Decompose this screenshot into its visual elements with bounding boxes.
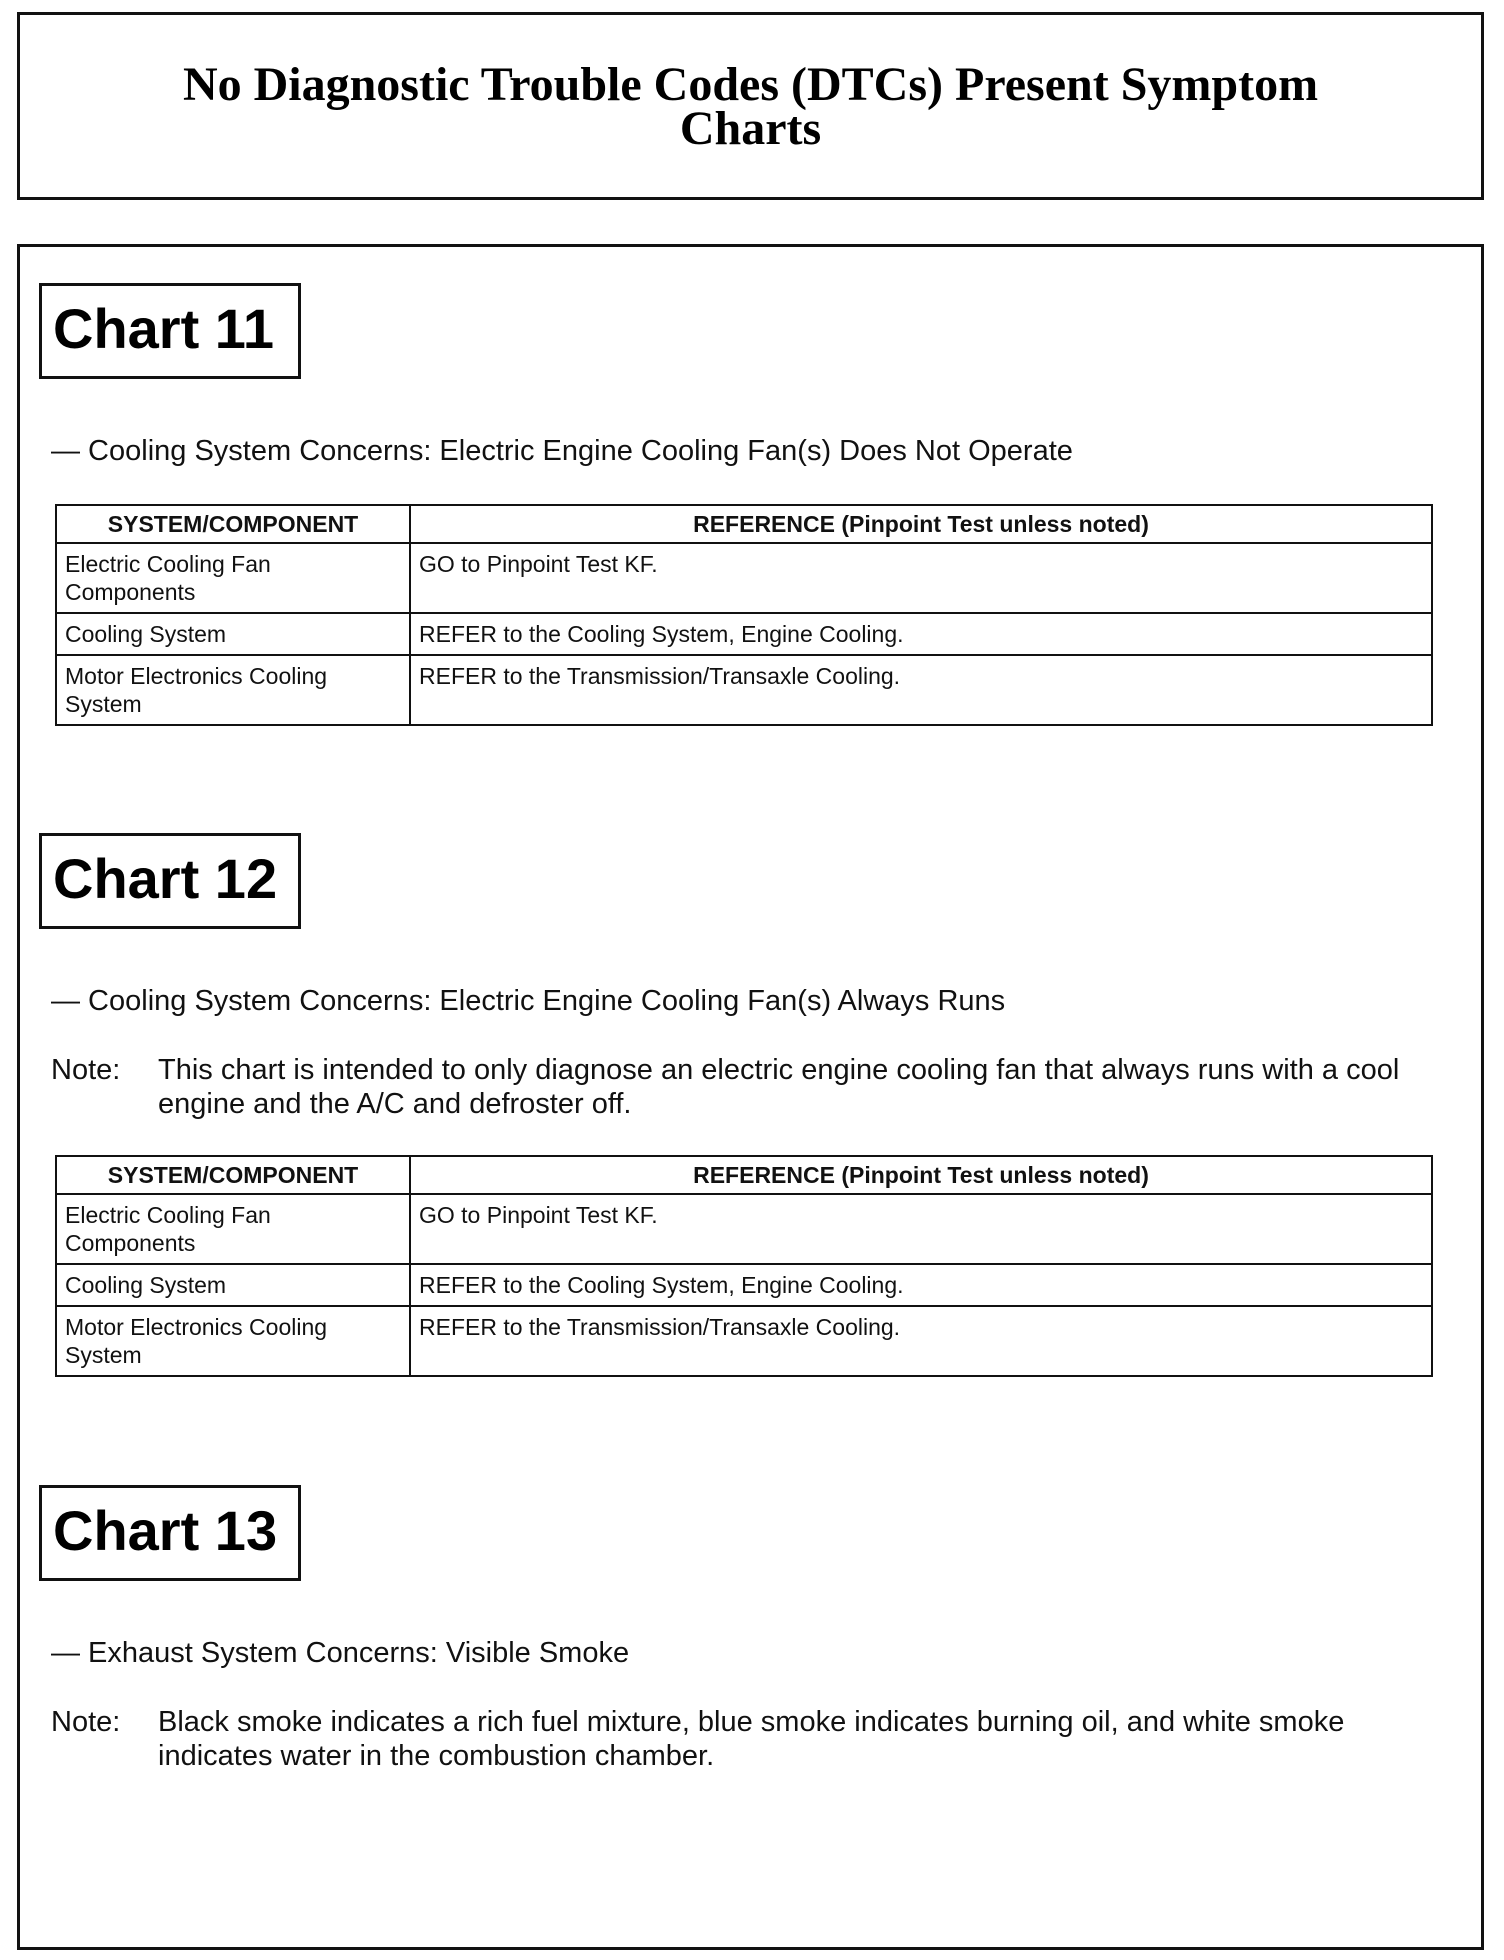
- column-header-system-component: SYSTEM/COMPONENT: [56, 1156, 410, 1194]
- charts-content-box: [17, 244, 1484, 1950]
- table-row: [56, 1264, 1432, 1306]
- reference-cell: GO to Pinpoint Test KF.: [410, 1194, 1432, 1264]
- system-cell: Motor Electronics Cooling System: [56, 1306, 410, 1376]
- reference-cell: REFER to the Transmission/Transaxle Cooling.: [410, 1306, 1432, 1376]
- chart-11-reference-table: [55, 504, 1433, 726]
- system-cell: Cooling System: [56, 613, 410, 655]
- table-header-row: [56, 1156, 1432, 1194]
- system-cell: Motor Electronics Cooling System: [56, 655, 410, 725]
- note-label: Note:: [51, 1054, 121, 1086]
- chart-11-heading: Chart 11: [39, 283, 301, 379]
- page-title-line-1: No Diagnostic Trouble Codes (DTCs) Present Symptom: [182, 58, 1319, 111]
- chart-12-reference-table: [55, 1155, 1433, 1377]
- column-header-reference: REFERENCE (Pinpoint Test unless noted): [410, 505, 1432, 543]
- note-label: Note:: [51, 1706, 121, 1738]
- table-row: [56, 655, 1432, 725]
- chart-13-note: [51, 1705, 1451, 1773]
- chart-13-heading: Chart 13: [39, 1485, 301, 1581]
- reference-cell: GO to Pinpoint Test KF.: [410, 543, 1432, 613]
- table-row: [56, 1306, 1432, 1376]
- chart-12-concern: — Cooling System Concerns: Electric Engine Cooling Fan(s) Always Runs: [51, 985, 1006, 1017]
- reference-cell: REFER to the Cooling System, Engine Cooling.: [410, 613, 1432, 655]
- chart-13-concern: — Exhaust System Concerns: Visible Smoke: [51, 1637, 630, 1669]
- reference-cell: REFER to the Transmission/Transaxle Cooling.: [410, 655, 1432, 725]
- page-title-box: [17, 12, 1484, 200]
- chart-12-note: [51, 1053, 1451, 1121]
- column-header-reference: REFERENCE (Pinpoint Test unless noted): [410, 1156, 1432, 1194]
- table-row: [56, 1194, 1432, 1264]
- column-header-system-component: SYSTEM/COMPONENT: [56, 505, 410, 543]
- chart-12-heading: Chart 12: [39, 833, 301, 929]
- note-text: This chart is intended to only diagnose an electric engine cooling fan that always runs with a cool engine and the A/C and defroster off.: [158, 1054, 1400, 1120]
- system-cell: Cooling System: [56, 1264, 410, 1306]
- note-text: Black smoke indicates a rich fuel mixture, blue smoke indicates burning oil, and white smoke indicates water in the combustion chamber.: [158, 1706, 1345, 1772]
- chart-11-concern: — Cooling System Concerns: Electric Engine Cooling Fan(s) Does Not Operate: [51, 435, 1073, 467]
- page-title-line-2: Charts: [679, 102, 822, 155]
- table-header-row: [56, 505, 1432, 543]
- table-row: [56, 543, 1432, 613]
- page-title: [20, 58, 1481, 155]
- system-cell: Electric Cooling Fan Components: [56, 1194, 410, 1264]
- system-cell: Electric Cooling Fan Components: [56, 543, 410, 613]
- table-row: [56, 613, 1432, 655]
- reference-cell: REFER to the Cooling System, Engine Cooling.: [410, 1264, 1432, 1306]
